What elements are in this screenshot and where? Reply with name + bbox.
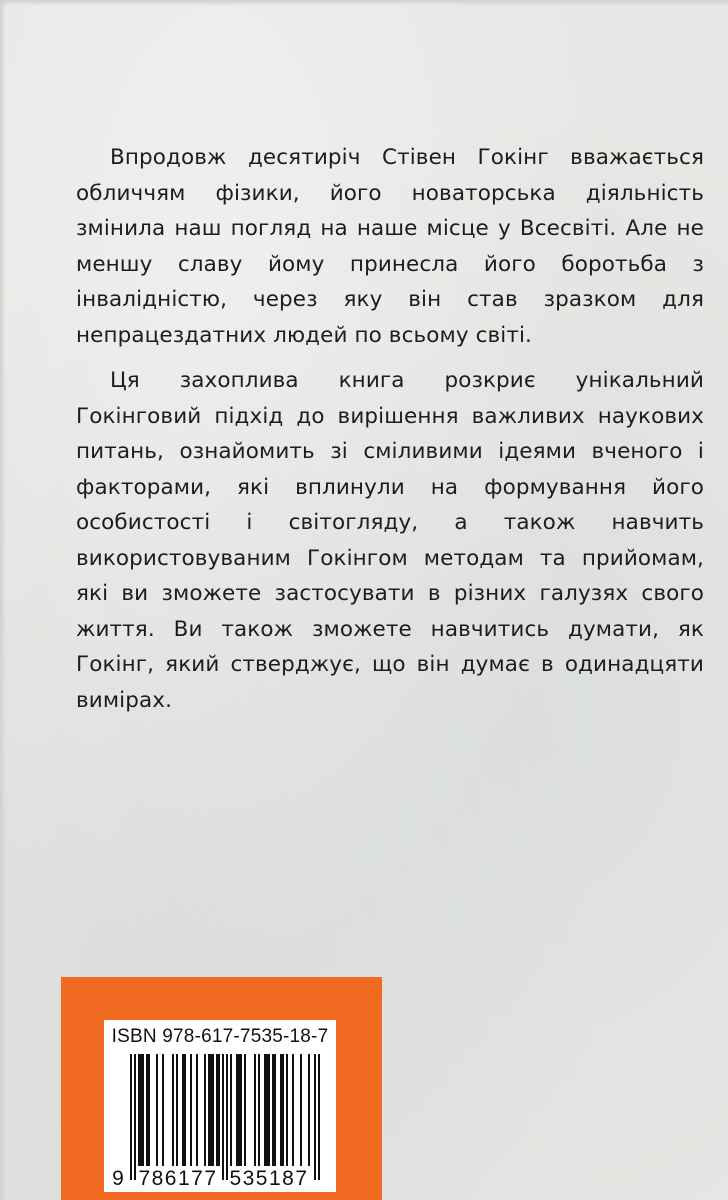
barcode-bar — [254, 1054, 256, 1166]
barcode-bar — [210, 1054, 212, 1166]
barcode-bar — [184, 1054, 186, 1166]
barcode-bar — [218, 1054, 220, 1166]
cover-top-shadow — [0, 0, 728, 6]
cover-left-shadow — [0, 0, 6, 1200]
barcode-bar — [314, 1054, 316, 1180]
barcode-bar — [138, 1054, 140, 1166]
barcode-bar — [240, 1054, 242, 1166]
barcode-first-digit: 9 — [112, 1167, 124, 1190]
barcode — [104, 1020, 336, 1192]
barcode-card — [104, 1020, 336, 1192]
barcode-bar — [282, 1054, 284, 1166]
barcode-bar — [244, 1054, 246, 1166]
barcode-bar — [204, 1054, 206, 1166]
barcode-bar — [156, 1054, 158, 1166]
blurb-paragraph-2: Ця захоплива книга розкриє унікальний Гокінговий підхід до вирішення важливих наукових питань, ознайомить зі сміливими ідеями вченого і факторами, які вплинули на формування його особистості і світогляду, а також навчить використовуваним Гокінгом методам та прийомам, які ви зможете застосувати в різних галузях свого життя. Ви також зможете навчитись думати, як Гокінг, який стверджує, що він думає в одинадцяти вимірах. — [76, 368, 704, 713]
barcode-bar — [212, 1054, 214, 1166]
blurb-paragraph-1: Впродовж десятиріч Стівен Гокінг вважається обличчям фізики, його новаторська діяльність змінила наш погляд на наше місце у Всесвіті. Але не меншу славу йому принесла його боротьба з інвалідністю, через яку він став зразком для непрацездатних людей по всьому світі. — [76, 145, 704, 348]
barcode-bar — [280, 1054, 282, 1166]
barcode-bar — [148, 1054, 150, 1166]
barcode-bar — [264, 1054, 266, 1166]
barcode-bar — [274, 1054, 276, 1166]
isbn-label: ISBN 978-617-7535-18-7 — [111, 1026, 329, 1047]
barcode-bar — [140, 1054, 142, 1166]
barcode-bar — [268, 1054, 270, 1166]
barcode-bar — [146, 1054, 148, 1166]
barcode-bar — [222, 1054, 224, 1180]
barcode-right-digits: 535187 — [229, 1167, 309, 1190]
barcode-bar — [236, 1054, 238, 1166]
barcode-bar — [176, 1054, 178, 1166]
barcode-bar — [182, 1054, 184, 1166]
barcode-bar — [190, 1054, 192, 1166]
barcode-bar — [286, 1054, 288, 1166]
barcode-bar — [292, 1054, 294, 1166]
barcode-left-digits: 786177 — [138, 1167, 218, 1190]
barcode-bars — [130, 1054, 320, 1180]
barcode-bar — [230, 1054, 232, 1166]
barcode-bar — [172, 1054, 174, 1166]
barcode-bar — [226, 1054, 228, 1180]
barcode-bar — [308, 1054, 310, 1166]
barcode-bar — [196, 1054, 198, 1166]
barcode-bar — [238, 1054, 240, 1166]
barcode-bar — [208, 1054, 210, 1166]
barcode-bar — [272, 1054, 274, 1166]
barcode-bar — [216, 1054, 218, 1166]
barcode-bar — [134, 1054, 136, 1180]
barcode-bar — [318, 1054, 320, 1180]
barcode-bar — [162, 1054, 164, 1166]
cover-blurb — [76, 140, 704, 728]
barcode-bar — [300, 1054, 302, 1166]
barcode-bar — [130, 1054, 132, 1180]
isbn-block — [61, 977, 382, 1200]
barcode-bar — [266, 1054, 268, 1166]
barcode-bar — [258, 1054, 260, 1166]
barcode-bar — [142, 1054, 144, 1166]
